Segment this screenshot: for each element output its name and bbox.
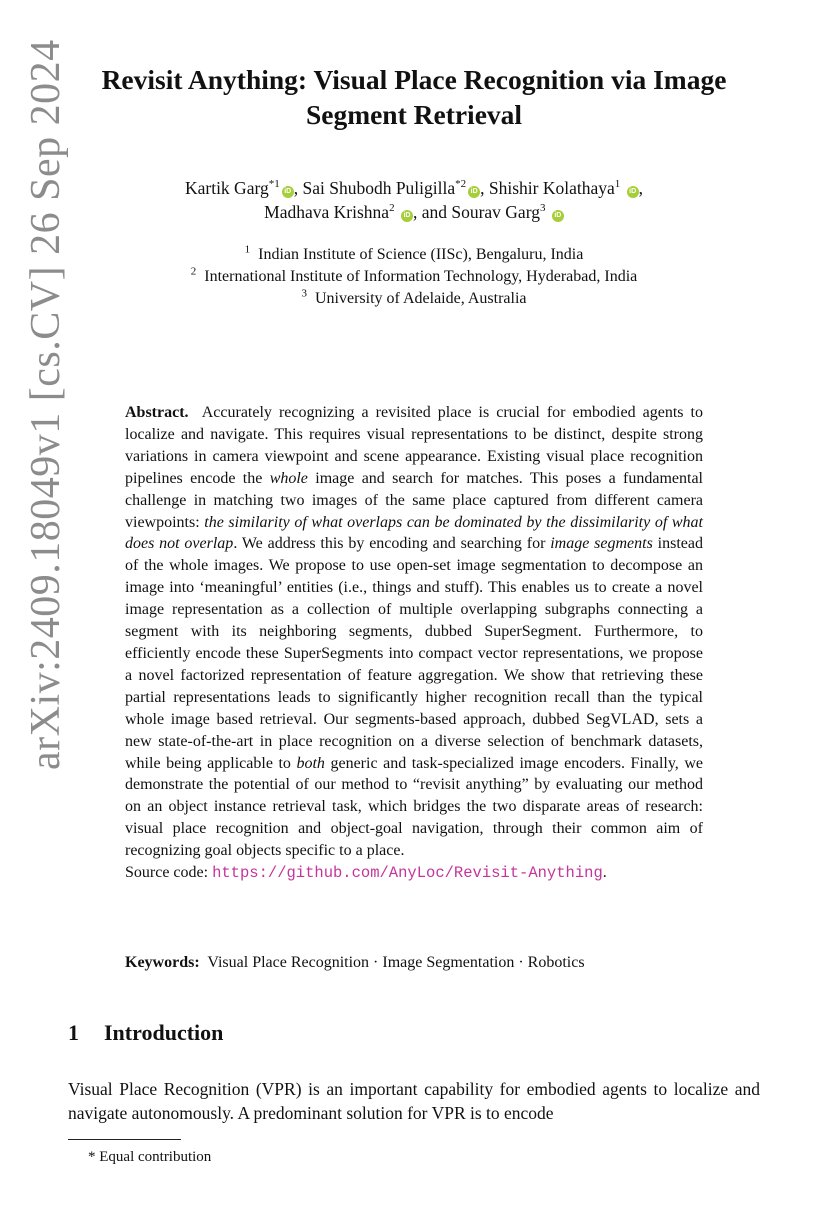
source-code-link[interactable]: https://github.com/AnyLoc/Revisit-Anything [212,864,603,883]
abstract-text: . We address this by encoding and searching for [233,535,551,553]
abstract-text: instead of the whole images. We propose to use open-set image segmentation to decompose an image into ‘meaningful’ entities (i.e., things and stuff). This enables us to create a novel image representation as a collection of multiple overlapping subgraphs connecting a segment with its neighboring segments, dubbed SuperSegment. Furthermore, to efficiently encode these SuperSegments into compact vector representations, we propose a novel factorized representation of feature aggregation. We show that retrieving these partial representations leads to significantly higher recognition recall than the typical whole image based retrieval. Our segments-based approach, dubbed SegVLAD, sets a new state-of-the-art in place recognition on a diverse selection of benchmark datasets, while being applicable to [125,535,703,772]
paper-title: Revisit Anything: Visual Place Recognition via Image Segment Retrieval [101,64,727,130]
abstract-text: image and search for matches. This poses a fundamental challenge in matching two images of the same place captured from different camera viewpoints: [125,469,703,531]
abstract-text: Accurately recognizing a revisited place is crucial for embodied agents to localize and navigate. This requires visual representations to be distinct, despite strong variations in camera viewpoint and scene appearance. Existing visual place recognition pipelines encode the [125,404,703,487]
author-name: Kartik Garg [184,178,269,198]
affiliation-text: International Institute of Information Technology, Hyderabad, India [204,268,638,285]
section-heading-introduction [68,1018,223,1048]
orcid-icon[interactable]: iD [401,210,413,222]
affiliation-number: 3 [301,287,307,300]
source-code-line [125,862,703,885]
affiliation-number: 1 [244,243,251,256]
author-separator: , [480,178,489,198]
affiliation-item [100,244,728,266]
author-separator: , and [412,202,452,222]
affiliation-text: University of Adelaide, Australia [314,290,527,307]
section-number: 1 [68,1020,79,1045]
author-separator: , [638,178,644,198]
keywords-text: Visual Place Recognition · Image Segmentation · Robotics [207,954,585,971]
author-name: Sourav Garg [451,202,540,222]
abstract-text: generic and task-specialized image encoders. Finally, we demonstrate the potential of our method to “revisit anything” by evaluating our method on an object instance retrieval task, which bridges the two disparate areas of research: visual place recognition and object-goal navigation, through their common aim of recognizing goal objects specific to a place. [125,754,703,860]
section-title: Introduction [104,1020,224,1045]
author-affiliation-mark: 2 [389,202,395,215]
arxiv-identifier-stamp: arXiv:2409.18049v1 [cs.CV] 26 Sep 2024 [23,39,69,770]
orcid-icon[interactable]: iD [282,186,294,198]
author-affiliation-mark: 1 [614,178,621,191]
abstract-emphasis: both [296,754,325,772]
affiliation-item [100,288,728,310]
author-list [100,176,728,224]
keywords-label: Keywords: [125,954,200,971]
source-code-end: . [602,864,607,882]
keywords [125,952,703,974]
abstract-emphasis: whole [269,469,308,487]
author-name: Sai Shubodh Puligilla [302,178,456,198]
author-separator: , [293,178,303,198]
affiliation-item [100,266,728,288]
introduction-paragraph: Visual Place Recognition (VPR) is an important capability for embodied agents to localize and navigate autonomously. A predominant solution for VPR is to encode [68,1079,760,1123]
abstract-label: Abstract. [125,404,189,421]
abstract-emphasis: image segments [550,535,653,553]
orcid-icon[interactable]: iD [468,186,480,198]
abstract [125,402,703,885]
source-code-label: Source code: [125,864,213,882]
author-name: Madhava Krishna [264,202,390,222]
orcid-icon[interactable]: iD [627,186,639,198]
author-affiliation-mark: *2 [455,178,467,191]
affiliation-list [100,244,728,310]
affiliation-text: Indian Institute of Science (IISc), Bengaluru, India [258,246,584,263]
author-affiliation-mark: 3 [539,202,546,215]
author-name: Shishir Kolathaya [488,178,615,198]
affiliation-number: 2 [190,265,197,278]
orcid-icon[interactable]: iD [552,210,564,222]
abstract-emphasis: the similarity of what overlaps can be dominated by the dissimilarity of what does not overlap [125,513,703,553]
footnote-divider [68,1139,181,1140]
author-affiliation-mark: *1 [268,178,280,191]
footnote: * Equal contribution [88,1149,212,1165]
